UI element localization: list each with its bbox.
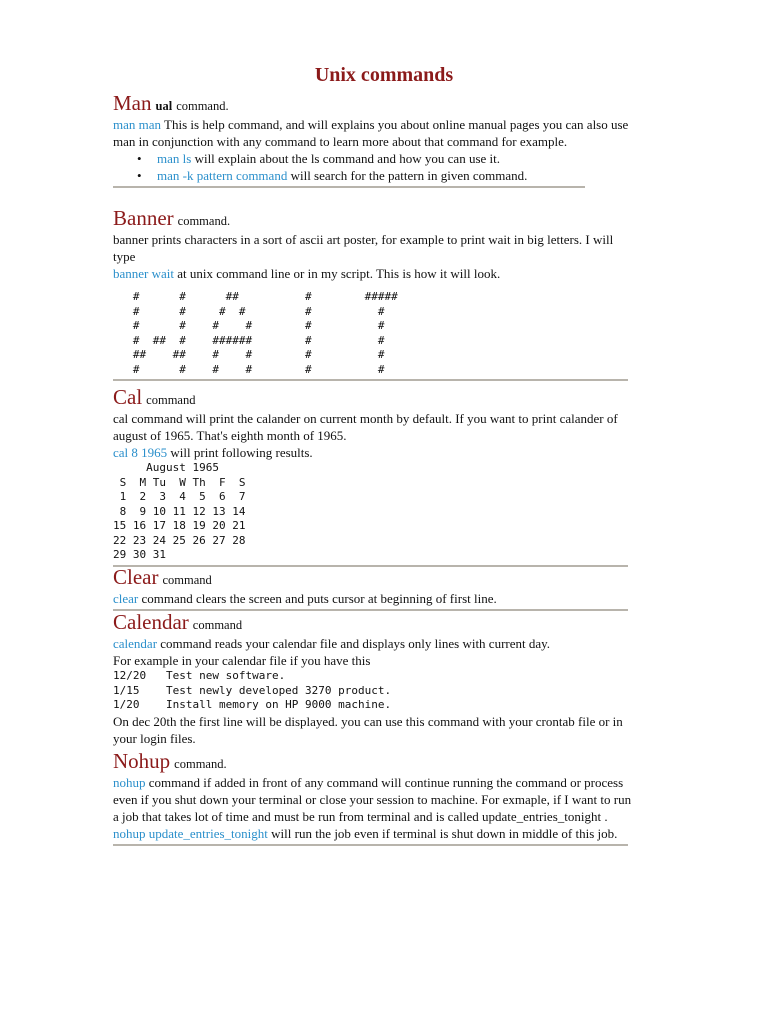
list-item	[157, 167, 633, 184]
calendar-desc-text: command reads your calendar file and displays only lines with current day.	[160, 636, 551, 651]
man-intro	[113, 116, 633, 150]
calendar-example-intro: For example in your calendar file if you have this	[113, 653, 371, 668]
heading-banner-tail: command.	[177, 214, 231, 228]
list-item	[157, 150, 633, 167]
nohup-usage	[113, 825, 633, 842]
heading-man: Man	[113, 91, 152, 115]
section-cal	[113, 384, 633, 567]
cal-output: August 1965 S M Tu W Th F S 1 2 3 4 5 6 7 8 9 10 11 12 13 14 15 16 17 18 19 20 21 22 23 24 25 26 27 28 29 30 31	[113, 461, 246, 561]
banner-wait-link[interactable]: banner wait	[113, 266, 175, 281]
bullet-text: will search for the pattern in given command.	[290, 168, 528, 183]
banner-ascii-art: # # ## # ##### # # # # # # # # # # # # # ## # ###### # # ## ## # # # # # # # # # #	[132, 290, 398, 376]
heading-calendar: Calendar	[113, 610, 189, 634]
clear-link[interactable]: clear	[113, 591, 139, 606]
banner-usage-text: at unix command line or in my script. This is how it will look.	[177, 266, 501, 281]
banner-desc: banner prints characters in a sort of ascii art poster, for example to print wait in big letters. I will type	[113, 232, 614, 264]
page-title: Unix commands	[314, 64, 454, 86]
nohup-desc	[113, 774, 633, 825]
cal-usage	[113, 444, 633, 461]
man-intro-text: This is help command, and will explains you about online manual pages you can also use man in conjunction with any command to learn more about that command for example.	[113, 117, 629, 149]
heading-nohup: Nohup	[113, 749, 171, 773]
heading-banner: Banner	[113, 206, 174, 230]
section-heading	[113, 205, 633, 231]
nohup-usage-text: will run the job even if terminal is shut down in middle of this job.	[271, 826, 618, 841]
section-divider	[113, 379, 628, 381]
cal-desc: cal command will print the calander on current month by default. If you want to print calander of august of 1965. That's eighth month of 1965.	[113, 411, 618, 443]
section-banner	[113, 205, 633, 381]
section-clear	[113, 564, 633, 611]
calendar-link[interactable]: calendar	[113, 636, 158, 651]
man-man-link[interactable]: man man	[113, 117, 162, 132]
section-heading	[113, 384, 633, 410]
calendar-after: On dec 20th the first line will be displayed. you can use this command with your crontab file or in your login files.	[113, 713, 623, 746]
section-divider	[113, 186, 585, 188]
clear-desc	[113, 590, 633, 607]
heading-calendar-tail: command	[192, 618, 243, 632]
section-man	[113, 90, 633, 188]
nohup-desc-text: command if added in front of any command will continue running the command or process even if you shut down your terminal or close your session to machine. For exmaple, if I want to run a job that takes lot of time and must be run from terminal and is called update_entries_tonight .	[113, 775, 632, 824]
clear-desc-text: command clears the screen and puts cursor at beginning of first line.	[141, 591, 497, 606]
man-ls-link[interactable]: man ls	[157, 151, 192, 166]
heading-cal-tail: command	[146, 393, 196, 407]
heading-man-tail: command.	[176, 99, 229, 113]
section-nohup	[113, 748, 633, 846]
section-divider	[113, 844, 628, 846]
banner-usage	[113, 265, 633, 282]
cal-8-1965-link[interactable]: cal 8 1965	[113, 445, 168, 460]
man-k-link[interactable]: man -k pattern command	[157, 168, 288, 183]
section-heading	[113, 748, 633, 774]
heading-cal: Cal	[113, 385, 143, 409]
heading-nohup-tail: command.	[174, 757, 227, 771]
section-calendar	[113, 609, 633, 747]
section-heading	[113, 90, 633, 116]
nohup-link[interactable]: nohup	[113, 775, 146, 790]
calendar-example: 12/20 Test new software. 1/15 Test newly developed 3270 product. 1/20 Install memory on HP 9000 machine.	[113, 669, 392, 711]
heading-clear-tail: command	[162, 573, 212, 587]
nohup-update-link[interactable]: nohup update_entries_tonight	[113, 826, 268, 841]
calendar-desc	[113, 635, 633, 652]
bullet-text: will explain about the ls command and how you can use it.	[194, 151, 500, 166]
heading-man-suffix: ual	[155, 99, 173, 113]
heading-clear: Clear	[113, 565, 159, 589]
cal-usage-text: will print following results.	[170, 445, 313, 460]
man-bullet-list	[113, 150, 633, 184]
section-heading	[113, 564, 633, 590]
section-heading	[113, 609, 633, 635]
